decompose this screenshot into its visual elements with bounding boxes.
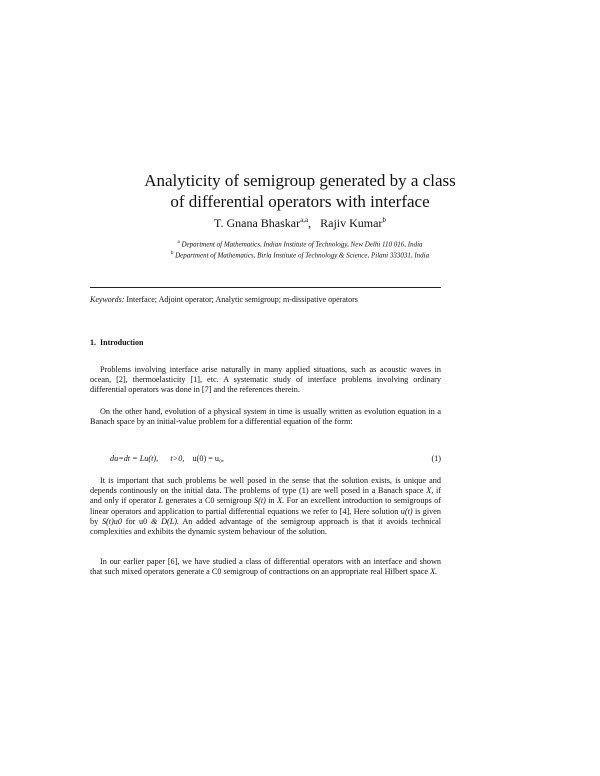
paper-title — [60, 170, 540, 212]
affiliations — [60, 238, 540, 261]
title-line-1: Analyticity of semigroup generated by a class — [144, 171, 456, 190]
equation-1 — [110, 454, 441, 463]
equation-number: (1) — [431, 454, 441, 463]
author-1-marker: a,a — [300, 216, 309, 224]
section-title: Introduction — [100, 338, 144, 347]
paragraph-3: It is important that such problems be well posed in the sense that the solution exists, is unique and depends continously on the initial data. The problems of type (1) are well posed in a Banach space X, if and only if operator L generates a C0 semigroup S(t) in X. For an excellent introduction to semigroups of linear operators and application to partial differential equations we refer to [4], Here solution u(t) is given by S(t)u0 for u0 & D(L). An added advantage of the semigroup approach is that it avoids technical complexities and exhibits the dynamic system behaviour of the solution. — [90, 476, 441, 537]
author-list — [60, 216, 540, 231]
author-2: Rajiv Kumar — [320, 216, 383, 230]
author-2-marker: b — [382, 216, 386, 224]
section-heading — [90, 338, 143, 347]
keywords — [90, 295, 450, 304]
keywords-label: Keywords: — [90, 295, 125, 304]
paragraph-4: In our earlier paper [6], we have studied a class of differential operators with an interface and shown that such mixed operators generate a C0 semigroup of contractions on an appropriate real Hilbert space X. — [90, 557, 441, 577]
affiliation-a: $^a$ Department of Mathematics, Indian Institute of Technology, New Delhi 110 016, India — [177, 240, 423, 249]
keywords-divider — [90, 287, 441, 288]
equation-condition: t>0, — [170, 454, 185, 463]
affiliation-b: $^b$ Department of Mathematics, Birla Institute of Technology & Science, Pilani 333031, India — [170, 251, 430, 260]
paragraph-2: On the other hand, evolution of a physical system in time is usually written as evolution equation in a Banach space by an initial-value problem for a differential equation of the form: — [90, 407, 441, 427]
author-1: T. Gnana Bhaskar — [214, 216, 301, 230]
section-number: 1. — [90, 338, 96, 347]
equation-lhs: du=dt = Lu(t), — [110, 454, 159, 463]
keywords-text: Interface; Adjoint operator; Analytic semigroup; m-dissipative operators — [126, 295, 358, 304]
equation-initial: u(0) = u₀, — [192, 454, 224, 463]
title-line-2: of differential operators with interface — [170, 192, 430, 211]
paragraph-1: Problems involving interface arise naturally in many applied situations, such as acoustic waves in ocean, [2], thermoelasticity [1], etc. A systematic study of interface problems involving ordinary differential operators was done in [7] and the references therein. — [90, 365, 441, 395]
author-separator: , — [308, 216, 312, 230]
